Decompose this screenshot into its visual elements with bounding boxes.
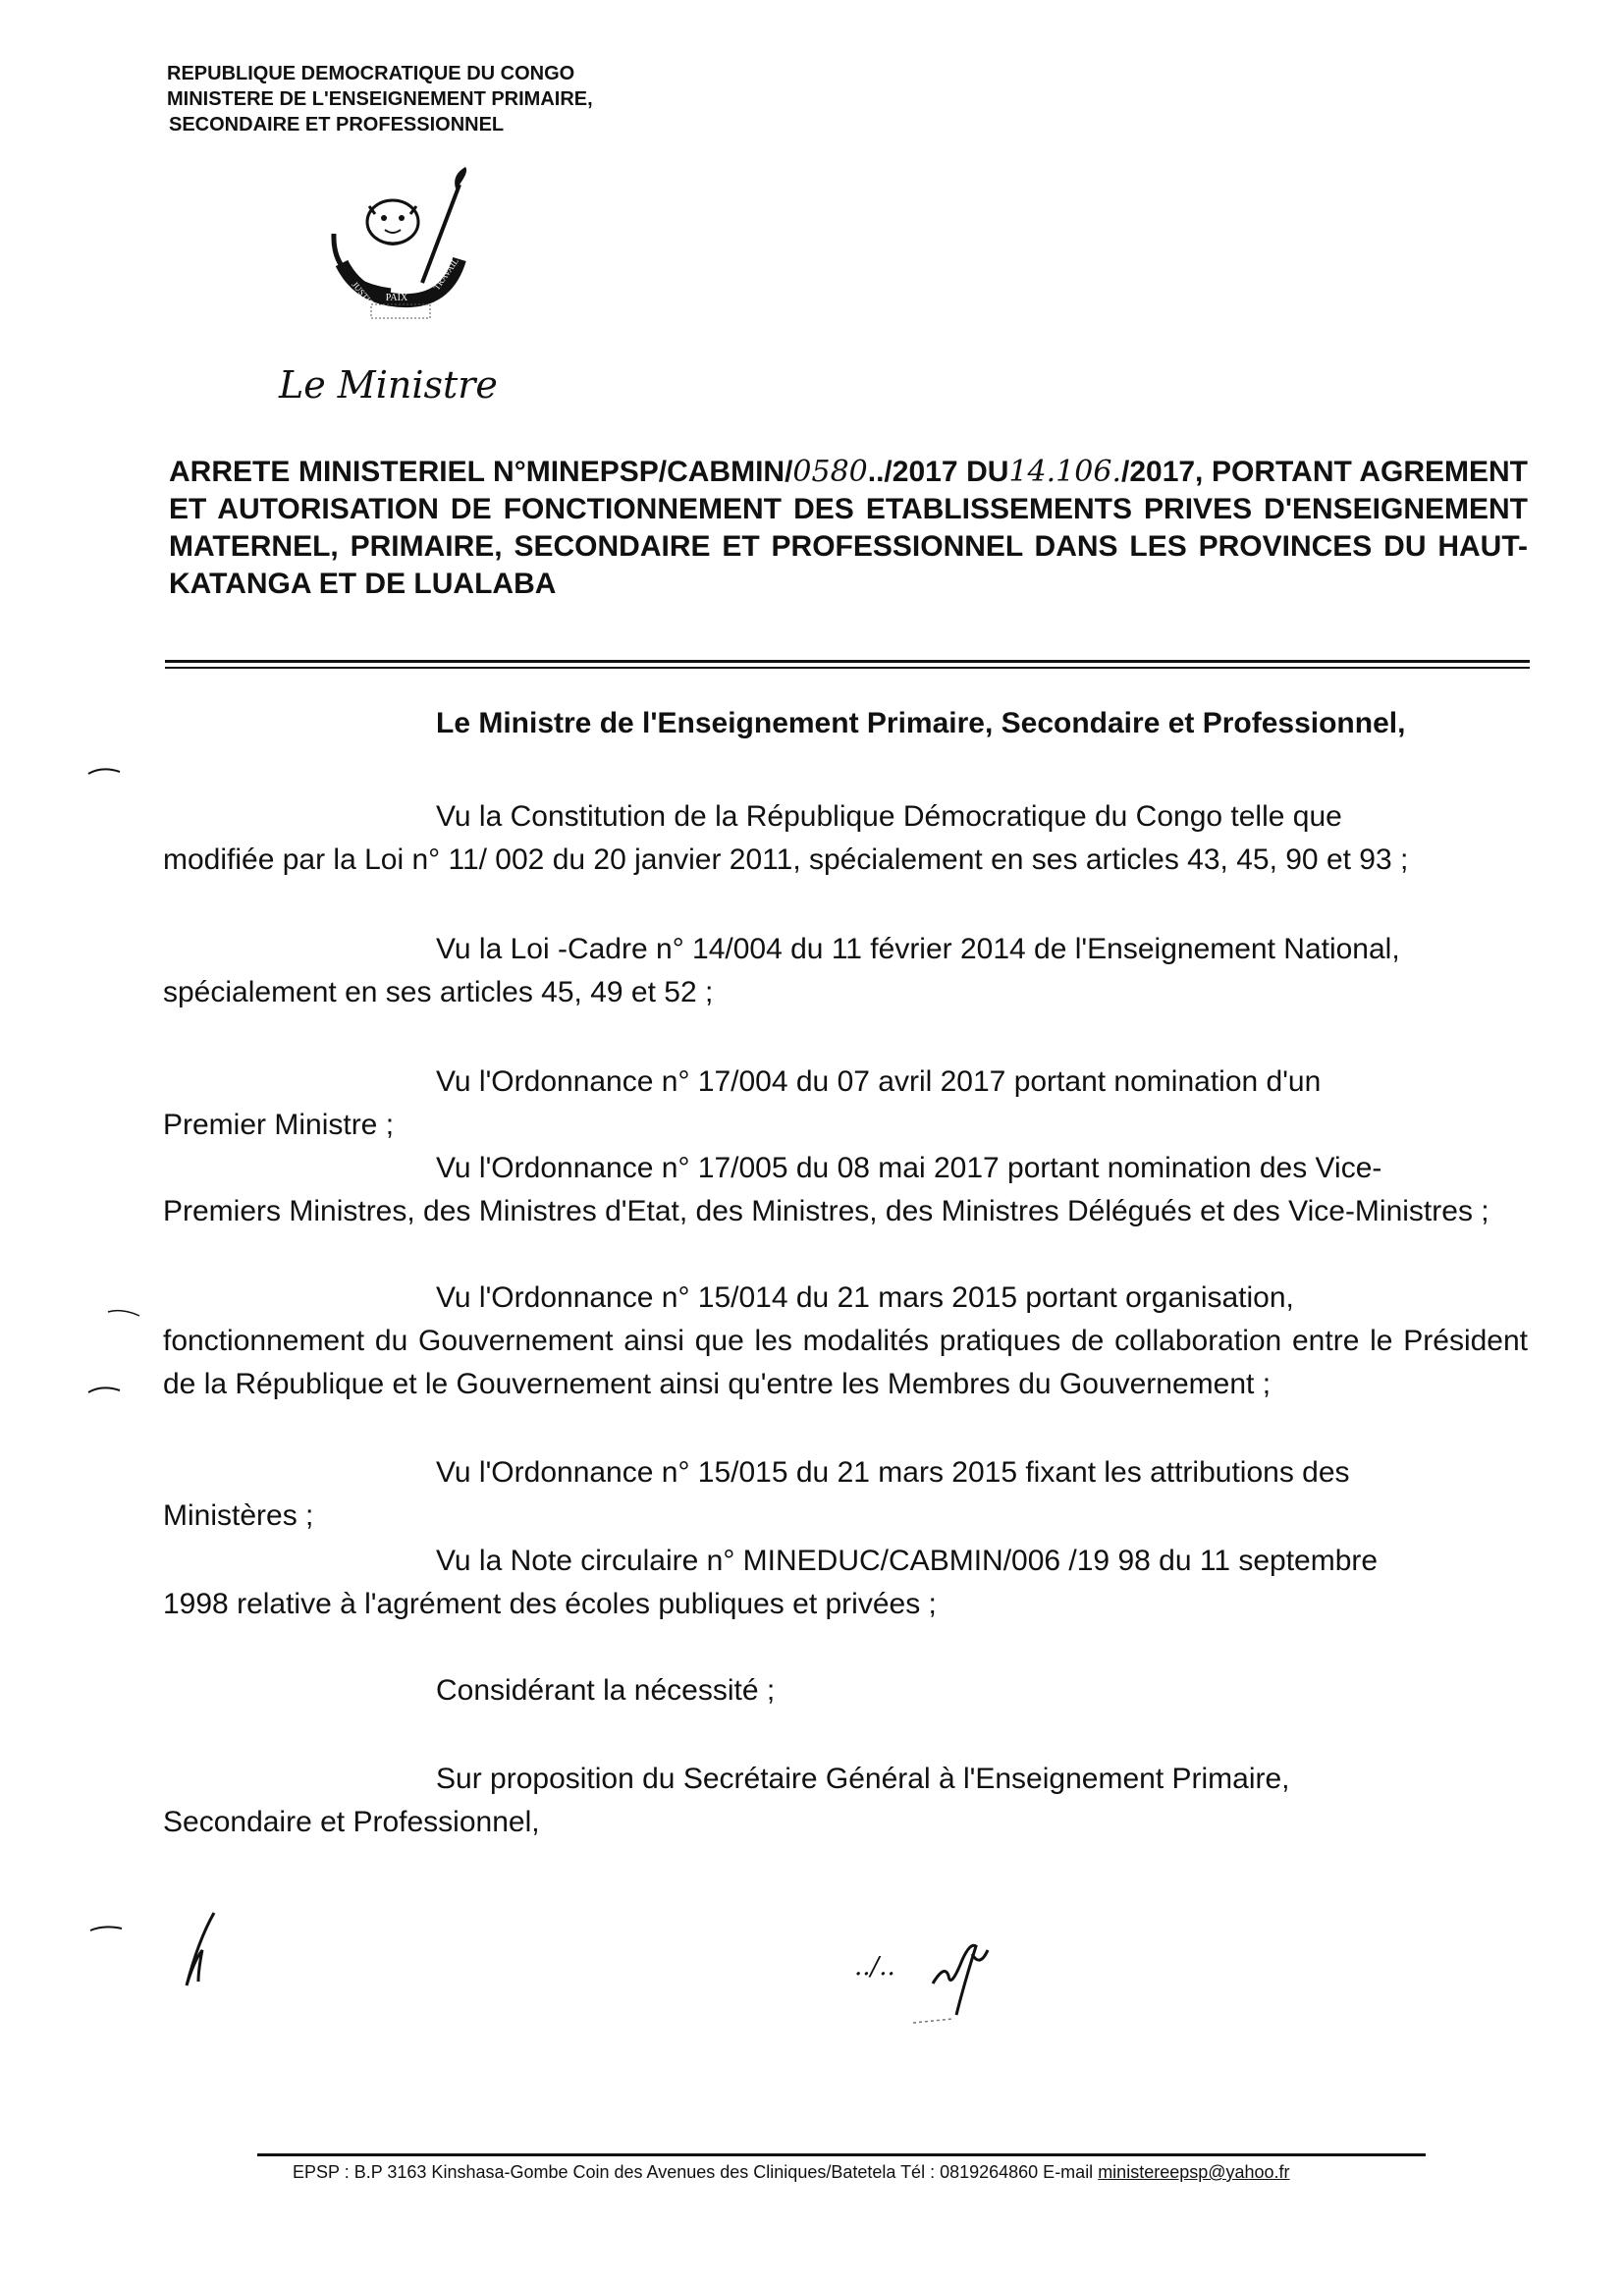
- arrete-year: /2017,: [1120, 456, 1204, 488]
- arrete-prefix: ARRETE MINISTERIEL N°MINEPSP/CABMIN/: [169, 456, 793, 488]
- footer-rule: [257, 2153, 1426, 2156]
- visa-loi-cadre: Vu la Loi -Cadre n° 14/004 du 11 février 2014 de l'Enseignement National, spécialement en ses articles 45, 49 et 52 ;: [163, 933, 1400, 1008]
- visa-note-circulaire: Vu la Note circulaire n° MINEDUC/CABMIN/006 /19 98 du 11 septembre 1998 relative à l'agrément des écoles publiques et privées ;: [163, 1545, 1379, 1620]
- arrete-title: [169, 454, 1528, 603]
- arrete-date-handwritten: 14.106.: [1008, 455, 1121, 489]
- visa-ordonnance-15-015: Vu l'Ordonnance n° 15/015 du 21 mars 2015 fixant les attributions des Ministères ;: [163, 1456, 1350, 1532]
- page-continuation-mark: [854, 1925, 1031, 2033]
- margin-dash-mark: [88, 1921, 128, 1940]
- arrete-number-handwritten: 0580: [792, 455, 868, 489]
- motto-travail: TRAVAIL: [431, 255, 460, 293]
- footer-contact: [293, 2162, 1290, 2183]
- motto-paix: PAIX: [385, 293, 408, 303]
- coat-of-arms-emblem: [312, 165, 489, 322]
- arrete-subject: PORTANT AGREMENT ET AUTORISATION DE FONCTIONNEMENT DES ETABLISSEMENTS PRIVES D'ENSEIGNEMENT MATERNEL, PRIMAIRE, SECONDAIRE ET PROFESSIONNEL DANS LES PROVINCES DU HAUT-KATANGA ET DE LUALABA: [169, 456, 1528, 600]
- motto-justice: JUSTICE: [350, 279, 380, 313]
- title-rule-thick: [165, 660, 1530, 663]
- visa-ordonnance-17-005: Vu l'Ordonnance n° 17/005 du 08 mai 2017 portant nomination des Vice- Premiers Ministres, des Ministres d'Etat, des Ministres, des Ministres Délégués et des Vice-Ministres ;: [163, 1152, 1489, 1227]
- visa-ordonnance-15-014: Vu l'Ordonnance n° 15/014 du 21 mars 2015 portant organisation, fonctionnement du Gouvernement ainsi que les modalités pratiques de collaboration entre le Président de la République et le Gouvernement ainsi qu'entre les Membres du Gouvernement ;: [163, 1281, 1528, 1400]
- title-rule-thin: [165, 667, 1530, 669]
- le-ministre-heading: Le Ministre: [279, 363, 498, 407]
- footer-address: EPSP : B.P 3163 Kinshasa-Gombe Coin des Avenues des Cliniques/Batetela Tél : 0819264860 E-mail: [293, 2162, 1099, 2182]
- sur-proposition: Sur proposition du Secrétaire Général à l'Enseignement Primaire, Secondaire et Professionnel,: [163, 1763, 1290, 1838]
- header-ministry: MINISTERE DE L'ENSEIGNEMENT PRIMAIRE,: [167, 88, 593, 110]
- visa-constitution: Vu la Constitution de la République Démocratique du Congo telle que modifiée par la Loi n° 11/ 002 du 20 janvier 2011, spécialement en ses articles 43, 45, 90 et 93 ;: [163, 800, 1409, 876]
- header-republic: REPUBLIQUE DEMOCRATIQUE DU CONGO: [167, 63, 575, 84]
- minister-title: Le Ministre de l'Enseignement Primaire, Secondaire et Professionnel,: [436, 707, 1406, 739]
- continuation-dots: ../..: [854, 1952, 895, 1982]
- footer-email-link[interactable]: ministereepsp@yahoo.fr: [1098, 2162, 1290, 2182]
- header-ministry-cont: SECONDAIRE ET PROFESSIONNEL: [169, 114, 505, 136]
- arrete-mid: ../2017 DU: [867, 456, 1009, 488]
- margin-dash-mark: [86, 762, 126, 782]
- initial-paraph: [169, 1911, 238, 1989]
- considerant: Considérant la nécessité ;: [436, 1674, 776, 1707]
- margin-dash-mark: [86, 1381, 126, 1400]
- visa-ordonnance-17-004: Vu l'Ordonnance n° 17/004 du 07 avril 2017 portant nomination d'un Premier Ministre ;: [163, 1065, 1322, 1141]
- margin-dash-mark: [106, 1306, 145, 1326]
- ministry-header: [167, 61, 593, 137]
